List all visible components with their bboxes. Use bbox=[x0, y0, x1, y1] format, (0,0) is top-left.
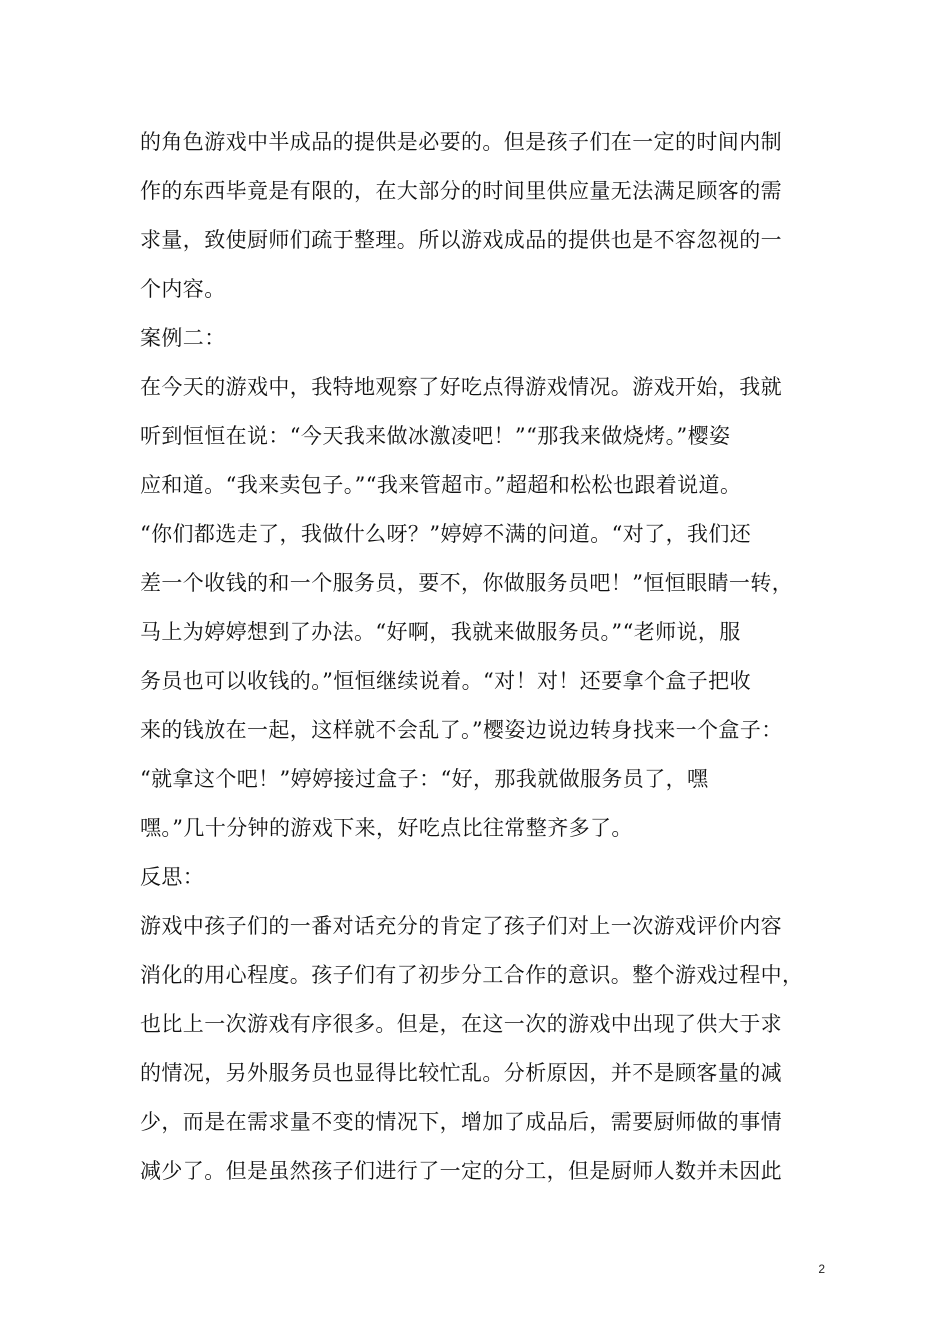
text-line: 消化的用心程度。孩子们有了初步分工合作的意识。整个游戏过程中， bbox=[140, 963, 804, 987]
text-line: 个内容。 bbox=[140, 277, 226, 301]
text-line: 作的东西毕竟是有限的，在大部分的时间里供应量无法满足顾客的需 bbox=[140, 179, 782, 203]
text-line: “你们都选走了，我做什么呀？”婷婷不满的问道。“对了，我们还 bbox=[140, 522, 752, 546]
text-line: “就拿这个吧！”婷婷接过盒子：“好，那我就做服务员了，嘿 bbox=[140, 767, 709, 791]
text-line: 游戏中孩子们的一番对话充分的肯定了孩子们对上一次游戏评价内容 bbox=[140, 914, 782, 938]
text-line: 来的钱放在一起，这样就不会乱了。”樱姿边说边转身找来一个盒子： bbox=[140, 718, 783, 742]
text-line: 听到恒恒在说：“今天我来做冰激凌吧！”“那我来做烧烤。”樱姿 bbox=[140, 424, 731, 448]
text-line: 在今天的游戏中，我特地观察了好吃点得游戏情况。游戏开始，我就 bbox=[140, 375, 782, 399]
section-heading-case-two: 案例二： bbox=[140, 326, 226, 350]
page-number: 2 bbox=[818, 1262, 825, 1276]
text-line: 应和道。“我来卖包子。”“我来管超市。”超超和松松也跟着说道。 bbox=[140, 473, 742, 497]
text-line: 少，而是在需求量不变的情况下，增加了成品后，需要厨师做的事情 bbox=[140, 1110, 782, 1134]
text-line: 的情况，另外服务员也显得比较忙乱。分析原因，并不是顾客量的减 bbox=[140, 1061, 782, 1085]
text-line: 马上为婷婷想到了办法。“好啊，我就来做服务员。”“老师说，服 bbox=[140, 620, 741, 644]
text-line: 求量，致使厨师们疏于整理。所以游戏成品的提供也是不容忽视的一 bbox=[140, 228, 782, 252]
text-line: 嘿。”几十分钟的游戏下来，好吃点比往常整齐多了。 bbox=[140, 816, 633, 840]
text-line: 的角色游戏中半成品的提供是必要的。但是孩子们在一定的时间内制 bbox=[140, 130, 782, 154]
text-line: 务员也可以收钱的。”恒恒继续说着。“对！对！还要拿个盒子把收 bbox=[140, 669, 751, 693]
text-line: 差一个收钱的和一个服务员，要不，你做服务员吧！”恒恒眼睛一转， bbox=[140, 571, 794, 595]
section-heading-reflection: 反思： bbox=[140, 865, 205, 889]
body-text bbox=[140, 118, 830, 1196]
text-line: 也比上一次游戏有序很多。但是，在这一次的游戏中出现了供大于求 bbox=[140, 1012, 782, 1036]
text-line: 减少了。但是虽然孩子们进行了一定的分工，但是厨师人数并未因此 bbox=[140, 1159, 782, 1183]
